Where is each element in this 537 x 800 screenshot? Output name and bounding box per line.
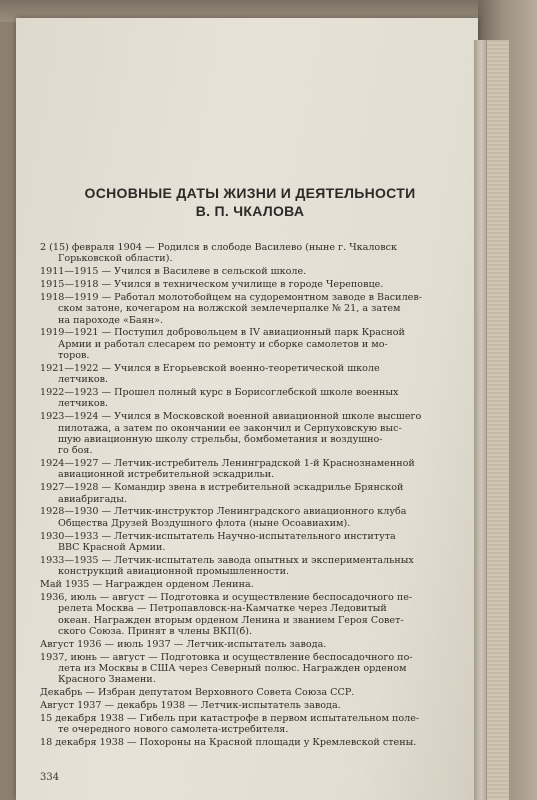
entry-first-line: 1911—1915 — Учился в Василеве в сельской школе.	[40, 266, 307, 278]
entry-first-line: 1937, июнь — август — Подготовка и осуществление беспосадочного по-	[40, 651, 413, 663]
chronology-entry	[40, 266, 462, 277]
chronology-entry	[40, 292, 462, 326]
chapter-title	[40, 184, 460, 220]
chapter-title-line-1: ОСНОВНЫЕ ДАТЫ ЖИЗНИ И ДЕЯТЕЛЬНОСТИ	[84, 185, 416, 201]
entry-first-line: Декабрь — Избран депутатом Верховного Совета Союза ССР.	[40, 687, 355, 699]
entry-first-line: 1933—1935 — Летчик-испытатель завода опытных и экспериментальных	[40, 554, 414, 566]
entry-first-line: Август 1937 — декабрь 1938 — Летчик-испытатель завода.	[40, 699, 341, 711]
chronology-entry	[40, 327, 462, 361]
entry-continuation-line: те очередного нового самолета-истребителя.	[58, 724, 289, 736]
chronology-entry	[40, 242, 462, 265]
chronology-entry	[40, 555, 462, 578]
chronology-entry	[40, 737, 462, 748]
entry-continuation-line: ВВС Красной Армии.	[58, 541, 166, 553]
chronology-list	[40, 242, 462, 750]
chapter-title-line-2: В. П. ЧКАЛОВА	[195, 203, 305, 219]
entry-continuation-line: лета из Москвы в США через Северный полюс. Награжден орденом	[58, 662, 407, 674]
chronology-entry	[40, 482, 462, 505]
chronology-entry	[40, 652, 462, 686]
chronology-entry	[40, 687, 462, 698]
chronology-entry	[40, 579, 462, 590]
entry-first-line: 2 (15) февраля 1904 — Родился в слободе Василево (ныне г. Чкаловск	[40, 242, 397, 253]
book-spine	[486, 40, 509, 800]
entry-first-line: Август 1936 — июль 1937 — Летчик-испытатель завода.	[40, 638, 327, 650]
entry-continuation-line: Горьковской области).	[58, 253, 173, 265]
entry-continuation-line: океан. Награжден вторым орденом Ленина и званием Героя Совет-	[58, 614, 404, 626]
chronology-entry	[40, 363, 462, 386]
entry-first-line: 18 декабря 1938 — Похороны на Красной площади у Кремлевской стены.	[40, 737, 417, 749]
entry-first-line: 1919—1921 — Поступил добровольцем в IV авиационный парк Красной	[40, 327, 405, 339]
entry-first-line: 15 декабря 1938 — Гибель при катастрофе в первом испытательном поле-	[40, 712, 420, 724]
entry-continuation-line: авиабригады.	[58, 493, 127, 505]
entry-continuation-line: авиационной истребительной эскадрильи.	[58, 469, 275, 481]
chronology-entry	[40, 411, 462, 456]
entry-first-line: 1930—1933 — Летчик-испытатель Научно-испытательного института	[40, 530, 396, 542]
entry-first-line: 1936, июль — август — Подготовка и осуществление беспосадочного пе-	[40, 591, 413, 603]
entry-continuation-line: шую авиационную школу стрельбы, бомбометания и воздушно-	[58, 433, 383, 445]
entry-continuation-line: торов.	[58, 350, 90, 362]
entry-continuation-line: летчиков.	[58, 398, 109, 410]
entry-first-line: 1928—1930 — Летчик-инструктор Ленинградского авиационного клуба	[40, 506, 407, 518]
entry-continuation-line: летчиков.	[58, 374, 109, 386]
entry-first-line: 1921—1922 — Учился в Егорьевской военно-теоретической школе	[40, 362, 380, 374]
chronology-entry	[40, 592, 462, 637]
entry-continuation-line: ском затоне, кочегаром на волжской землечерпалке № 21, а затем	[58, 303, 401, 315]
entry-continuation-line: Красного Знамени.	[58, 674, 156, 686]
entry-first-line: 1922—1923 — Прошел полный курс в Борисоглебской школе военных	[40, 387, 399, 399]
entry-continuation-line: Армии и работал слесарем по ремонту и сборке самолетов и мо-	[58, 338, 388, 350]
chronology-entry	[40, 279, 462, 290]
entry-continuation-line: конструкций авиационной промышленности.	[58, 566, 290, 578]
entry-first-line: 1918—1919 — Работал молотобойцем на судоремонтном заводе в Василев-	[40, 291, 422, 303]
entry-continuation-line: пилотажа, а затем по окончании ее закончил и Серпуховскую выс-	[58, 422, 402, 434]
entry-first-line: 1923—1924 — Учился в Московской военной авиационной школе высшего	[40, 411, 422, 423]
chronology-entry	[40, 700, 462, 711]
page-number: 334	[40, 772, 60, 783]
chronology-entry	[40, 458, 462, 481]
entry-first-line: 1915—1918 — Учился в техническом училище в городе Череповце.	[40, 279, 384, 291]
chronology-entry	[40, 713, 462, 736]
entry-continuation-line: релета Москва — Петропавловск-на-Камчатке через Ледовитый	[58, 603, 387, 615]
entry-continuation-line: ского Союза. Принят в члены ВКП(б).	[58, 625, 253, 637]
chronology-entry	[40, 506, 462, 529]
chronology-entry	[40, 531, 462, 554]
entry-continuation-line: на пароходе «Баян».	[58, 314, 164, 326]
entry-first-line: 1924—1927 — Летчик-истребитель Ленинградской 1-й Краснознаменной	[40, 458, 415, 470]
chronology-entry	[40, 639, 462, 650]
entry-first-line: Май 1935 — Награжден орденом Ленина.	[40, 579, 254, 591]
entry-continuation-line: Общества Друзей Воздушного флота (ныне Осоавиахим).	[58, 517, 351, 529]
entry-first-line: 1927—1928 — Командир звена в истребительной эскадрилье Брянской	[40, 482, 404, 494]
chronology-entry	[40, 387, 462, 410]
entry-continuation-line: го боя.	[58, 445, 93, 457]
